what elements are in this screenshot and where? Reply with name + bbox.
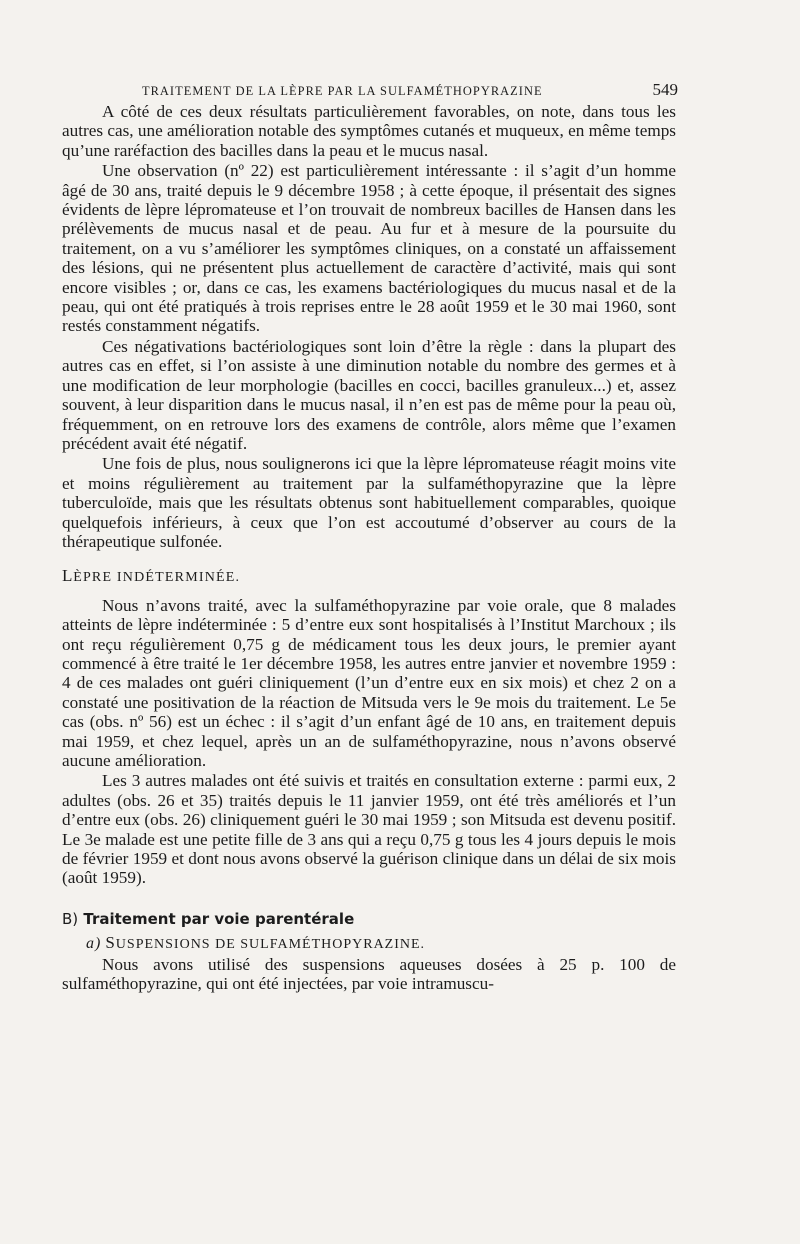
heading-initial: L — [62, 566, 74, 586]
section-marker: B) — [62, 909, 79, 928]
paragraph-indeterminee-oral: Nous n’avons traité, avec la sulfaméthopyrazine par voie orale, que 8 malades atteints de lèpre indéterminée : 5 d’entre eux sont hospitalisés à l’Institut Marchoux ; ils ont reçu régulièrement 0,75 g de médicament tous les deux jours, le premier ayant commencé à être traité le 1er décembre 1958, les autres entre janvier et novembre 1959 : 4 de ces malades ont guéri cliniquement (l’un d’entre eux en six mois) et chez 2 on a constaté une positivation de la réaction de Mitsuda vers le 9e mois du traitement. Le 5e cas (obs. nº 56) est un échec : il s’agit d’un enfant âgé de 10 ans, en traitement depuis mai 1959, et chez lequel, après un an de sulfaméthopyrazine, nous n’avons observé aucune amélioration. — [62, 595, 676, 770]
paragraph-negativations: Ces négativations bactériologiques sont loin d’être la règle : dans la plupart des autres cas en effet, si l’on assiste à une diminution notable du nombre des germes et à une modification de leur morphologie (bacilles en cocci, bacilles granuleux...) et, assez souvent, à leur disparition dans le mucus nasal, il n’en est pas de même pour la peau où, fréquemment, on en retrouve lors des examens de contrôle, alors même que l’examen précédent avait été négatif. — [62, 336, 676, 453]
paragraph-observation-22: Une observation (nº 22) est particulièrement intéressante : il s’agit d’un homme âgé de 30 ans, traité depuis le 9 décembre 1958 ; à cette époque, il présentait des signes évidents de lèpre lépromateuse et l’on trouvait de nombreux bacilles de Hansen dans les prélèvements de mucus nasal et de peau. Au fur et à mesure de la poursuite du traitement, on a vu s’améliorer les symptômes cliniques, on a constaté un affaissement des lésions, qui ne présentent plus actuellement de caractère d’activité, mais qui sont encore visibles ; or, dans ce cas, les examens bactériologiques du mucus nasal et de la peau, qui ont été pratiqués à trois reprises entre le 28 août 1959 et le 30 mai 1960, sont restés constamment négatifs. — [62, 161, 676, 336]
subsection-heading-suspensions — [86, 933, 676, 954]
paragraph-indeterminee-external: Les 3 autres malades ont été suivis et traités en consultation externe : parmi eux, 2 adultes (obs. 26 et 35) traités depuis le 11 janvier 1959, ont été très améliorés et l’un d’entre eux (obs. 26) cliniquement guéri le 30 mai 1959 ; son Mitsuda est devenu positif. Le 3e malade est une petite fille de 3 ans qui a reçu 0,75 g tous les 4 jours depuis le mois de février 1959 et dont nous avons observé la guérison clinique dans un délai de six mois (août 1959). — [62, 771, 676, 888]
article-body — [62, 102, 676, 993]
subsection-rest: USPENSIONS DE SULFAMÉTHOPYRAZINE. — [115, 937, 426, 953]
paragraph-suspensions: Nous avons utilisé des suspensions aqueuses dosées à 25 p. 100 de sulfaméthopyrazine, qui ont été injectées, par voie intramuscu- — [62, 954, 676, 994]
section-title: Traitement par voie parentérale — [83, 909, 355, 928]
paragraph-lepromatous-comparison: Une fois de plus, nous soulignerons ici que la lèpre lépromateuse réagit moins vite et moins régulièrement au traitement par la sulfaméthopyrazine que la lèpre tuberculoïde, mais que les résultats obtenus sont habituellement comparables, quoique quelquefois inférieurs, à ceux que l’on est accoutumé d’observer au cours de la thérapeutique sulfonée. — [62, 454, 676, 551]
running-title: TRAITEMENT DE LA LÈPRE PAR LA SULFAMÉTHOPYRAZINE — [142, 84, 543, 98]
paragraph-favorable-results: A côté de ces deux résultats particulièrement favorables, on note, dans tous les autres cas, une amélioration notable des symptômes cutanés et muqueux, en même temps qu’une raréfaction des bacilles dans la peau et le mucus nasal. — [62, 102, 676, 160]
heading-rest: ÈPRE INDÉTERMINÉE. — [73, 570, 241, 586]
subsection-marker: a) — [86, 935, 102, 953]
section-heading-parenteral — [62, 910, 676, 929]
subsection-initial: S — [105, 933, 116, 953]
page-number: 549 — [652, 80, 678, 99]
section-heading-indeterminee — [62, 566, 676, 587]
running-head — [62, 72, 676, 102]
